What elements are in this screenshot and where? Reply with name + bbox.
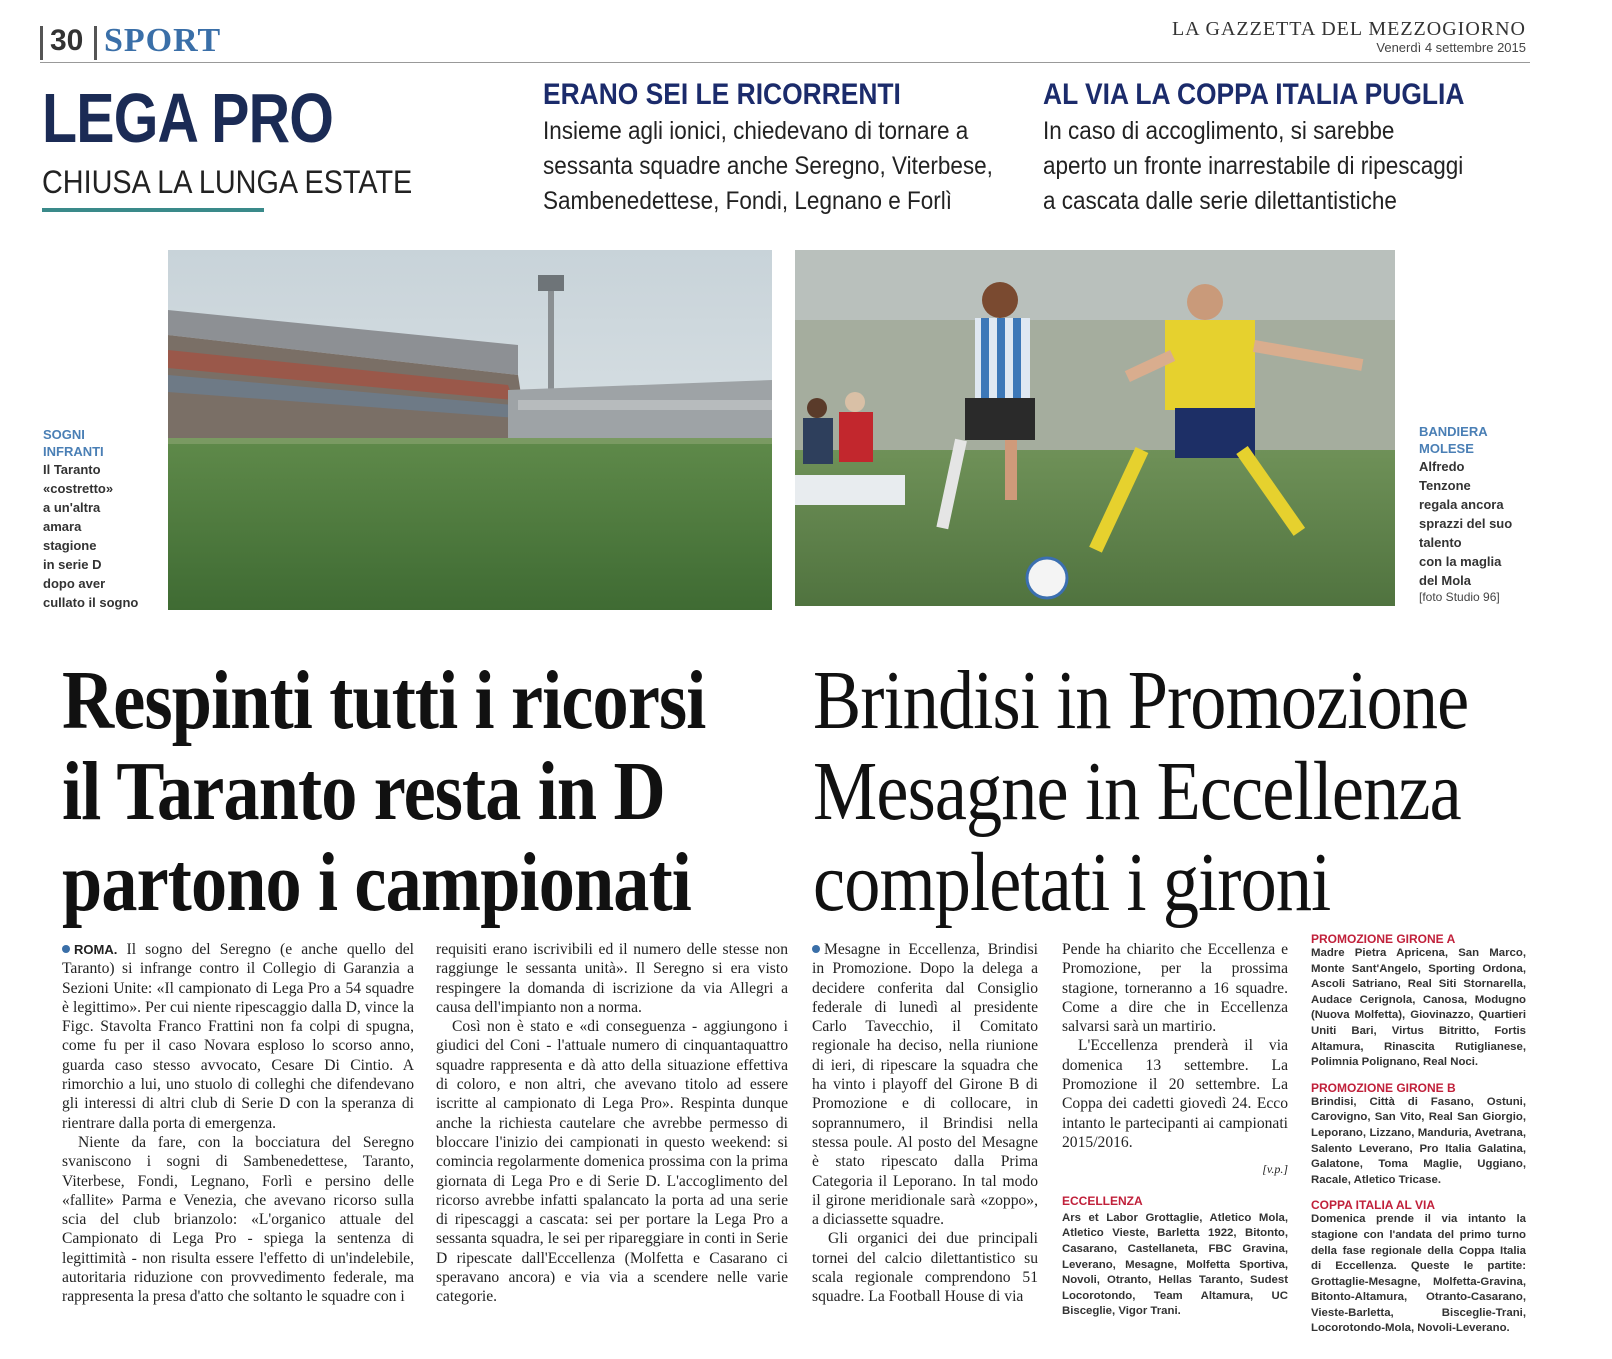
article2-column1 (812, 940, 1038, 1307)
headline-line: completati i gironi (813, 836, 1331, 929)
bullet-icon (812, 945, 820, 953)
caption-title: SOGNI INFRANTI (43, 427, 104, 459)
paragraph: Così non è stato e «di conseguenza - aggiungono i giudici del Coni - l'attuale numero di cinquantaquattro squadre rappresenta e dà atto della situazione effettiva di coloro, e non altri, che avevano titolo ad essere iscritte al campionato di Lega Pro». Respinta dunque anche la richiesta cautelare che avrebbe permesso di bloccare l'inizio dei campionati in questo weekend: si comincia regolarmente domenica prossima con la prima giornata di Lega Pro e di Serie D. L'accoglimento del ricorso avrebbe infatti spalancato la porta ad una serie di ripescaggi a cascata: sei per portare la Lega Pro a sessanta squadra, le sei per ripareggiare in conti in Serie D ripescate dall'Eccellenza (Molfetta e Casarano ci speravano ancora) e via via a scendere nelle varie categorie. (436, 1018, 788, 1306)
caption-title: BANDIERA MOLESE (1419, 424, 1488, 456)
issue-date: Venerdì 4 settembre 2015 (1376, 40, 1526, 55)
headline-line: Mesagne in Eccellenza (813, 745, 1461, 838)
kicker-deck (543, 114, 993, 219)
headline-brindisi (813, 655, 1468, 928)
paragraph: Niente da fare, con la bocciatura del Seregno svaniscono i sogni di Sambenedettese, Taranto, Viterbese, Fondi, Legnano, Forlì e persino delle «fallite» Parma e Venezia, che avevano ricorso sulla scia del club brianzolo: «L'organico attuale del Campionato di Lega Pro - spiega la sentenza di legittimità - non risulta essere l'effetto di un'indelebile, autoritaria riduzione con provvedimento federale, ma rappresenta la presa d'atto che soltanto le squadre con i (62, 1133, 414, 1306)
kicker-coppa-italia (1043, 78, 1522, 219)
eccellenza-title: ECCELLENZA (1062, 1193, 1143, 1208)
deck-line: In caso di accoglimento, si sarebbe (1043, 117, 1395, 145)
paragraph: L'Eccellenza prenderà il via domenica 13 settembre. La Promozione il 20 settembre. La Coppa dei cadetti giovedì 24. Ecco intanto le partecipanti ai campionati 2015/2016. (1062, 1037, 1288, 1151)
author-signature: [v.p.] (1262, 1162, 1288, 1177)
paragraph: Pende ha chiarito che Eccellenza e Promozione, per la prossima stagione, torneranno a 16 squadre. Come a dire che in Eccellenza salvarsi sarà un martirio. (1062, 941, 1288, 1036)
kicker-title: AL VIA LA COPPA ITALIA PUGLIA (1043, 78, 1465, 111)
category-underline (42, 208, 264, 212)
football-illustration (795, 250, 1395, 606)
page-number: 30 (50, 24, 84, 57)
paragraph: ROMA. Il sogno del Seregno (e anche quello del Taranto) si infrange contro il Collegio di Garanzia a Sezioni Unite: «Il campionato di Lega Pro a 54 squadre è legittimo». Per cui niente ripescaggio dalla D, vince la Figc. Stavolta Franco Frattini non fa colpi di spugna, come fu per il caso Novara esploso lo scorso anno, guarda caso stesso avvocato, Cesare Di Cintio. A rimorchio a lui, uno stuolo di colleghi che difendevano gli interessi di altri club di Serie D con la speranza di rientrare dalla porta di emergenza. (62, 941, 414, 1132)
paragraph: Mesagne in Eccellenza, Brindisi in Promozione. Dopo la delega a decidere conferita dal Consiglio federale di lunedì al presidente Carlo Tavecchio, il Comitato regionale ha deciso, nella riunione di ieri, di ripescare la squadra che ha vinto i playoff del Girone B di Promozione e di collocare, in soprannumero, il Brindisi nella stessa poule. Al posto del Mesagne è stato ripescato dalla Prima Categoria il Leporano. In tal modo il girone meridionale sarà «zoppo», a diciassette squadre. (812, 941, 1038, 1229)
football-action-photo (795, 250, 1395, 606)
deck-line: sessanta squadre anche Seregno, Viterbese, (543, 152, 993, 180)
headline-line: partono i campionati (62, 836, 691, 929)
coppa-list: Domenica prende il via intanto la stagione con l'andata del primo turno della fase regionale della Coppa Italia di Eccellenza. Queste le partite: Grottaglie-Mesagne, Molfetta-Gravina, Bitonto-Altamura, Otranto-Casarano, Vieste-Barletta, Bisceglie-Trani, Locorotondo-Mola, Novoli-Leverano. (1311, 1213, 1526, 1335)
stadium-illustration (168, 250, 772, 610)
paragraph: Gli organici dei due principali tornei del calcio dilettantistico su scala regionale comprendono 51 squadre. La Football House di via (812, 1230, 1038, 1306)
kicker-deck (1043, 114, 1474, 219)
caption-body: Il Taranto «costretto» a un'altra amara stagione in serie D dopo aver cullato il sogno (43, 462, 139, 610)
headline-line: il Taranto resta in D (62, 745, 665, 838)
caption-body: Alfredo Tenzone regala ancora sprazzi del suo talento con la maglia del Mola (1419, 459, 1513, 588)
section-title: SPORT (104, 22, 222, 59)
deck-line: aperto un fronte inarrestabile di ripescaggi (1043, 152, 1464, 180)
girone-b-list: Brindisi, Città di Fasano, Ostuni, Carovigno, San Vito, Real San Giorgio, Leporano, Lizzano, Manduria, Avetrana, Salento Leverano, Pro Italia Galatina, Galatone, Toma Maglie, Uggiano, Racale, Atletico Tricase. (1311, 1095, 1526, 1186)
photo2-caption (1419, 423, 1529, 604)
page-number-divider-right (94, 26, 97, 60)
masthead-rule (40, 62, 1530, 63)
category-subtitle: CHIUSA LA LUNGA ESTATE (42, 164, 413, 200)
deck-line: Sambenedettese, Fondi, Legnano e Forlì (543, 187, 953, 215)
kicker-title: ERANO SEI LE RICORRENTI (543, 78, 901, 111)
headline-line: Brindisi in Promozione (813, 654, 1469, 747)
dateline: ROMA. (74, 942, 118, 957)
article1-column1 (62, 940, 414, 1307)
eccellenza-list: Ars et Labor Grottaglie, Atletico Mola, Atletico Vieste, Barletta 1922, Bitonto, Casarano, Castellaneta, FBC Gravina, Leverano, Mesagne, Molfetta Sportiva, Novoli, Otranto, Hellas Taranto, Sudest Locorotondo, Team Altamura, UC Bisceglie, Vigor Trani. (1062, 1211, 1288, 1318)
page-number-divider-left (40, 26, 43, 60)
article2-column2 (1062, 940, 1288, 1320)
deck-line: Insieme agli ionici, chiedevano di tornare a (543, 117, 969, 145)
girone-b-title: PROMOZIONE GIRONE B (1311, 1080, 1456, 1095)
article2-sidebar (1311, 932, 1526, 1337)
bullet-icon (62, 945, 70, 953)
headline-line: Respinti tutti i ricorsi (62, 654, 706, 747)
girone-a-list: Madre Pietra Apricena, San Marco, Monte Sant'Angelo, Sporting Ordona, Ascoli Satriano, Real Siti Stornarella, Audace Cerignola, Canosa, Modugno (Nuova Molfetta), Giovinazzo, Quartieri Uniti Bari, Virtus Bitritto, Fortis Altamura, Rinascita Rutiglianese, Polimnia Polignano, Real Noci. (1311, 947, 1526, 1069)
category-title: LEGA PRO (42, 79, 334, 157)
coppa-title: COPPA ITALIA AL VIA (1311, 1198, 1436, 1213)
girone-a-title: PROMOZIONE GIRONE A (1311, 932, 1456, 946)
kicker-ricorrenti (543, 78, 1043, 219)
photo1-caption (43, 426, 158, 612)
article1-column2 (436, 940, 788, 1307)
newspaper-name: LA GAZZETTA DEL MEZZOGIORNO (1171, 18, 1526, 40)
headline-taranto (62, 655, 705, 928)
photo-credit: [foto Studio 96] (1419, 590, 1500, 604)
stadium-photo (168, 250, 772, 610)
deck-line: a cascata dalle serie dilettantistiche (1043, 187, 1397, 215)
paragraph: requisiti erano iscrivibili ed il numero delle stesse non raggiunge le sessanta unità». Il Seregno si era visto respingere la domanda di iscrizione da via Allegri a causa dell'impianto non a norma. (436, 941, 788, 1016)
